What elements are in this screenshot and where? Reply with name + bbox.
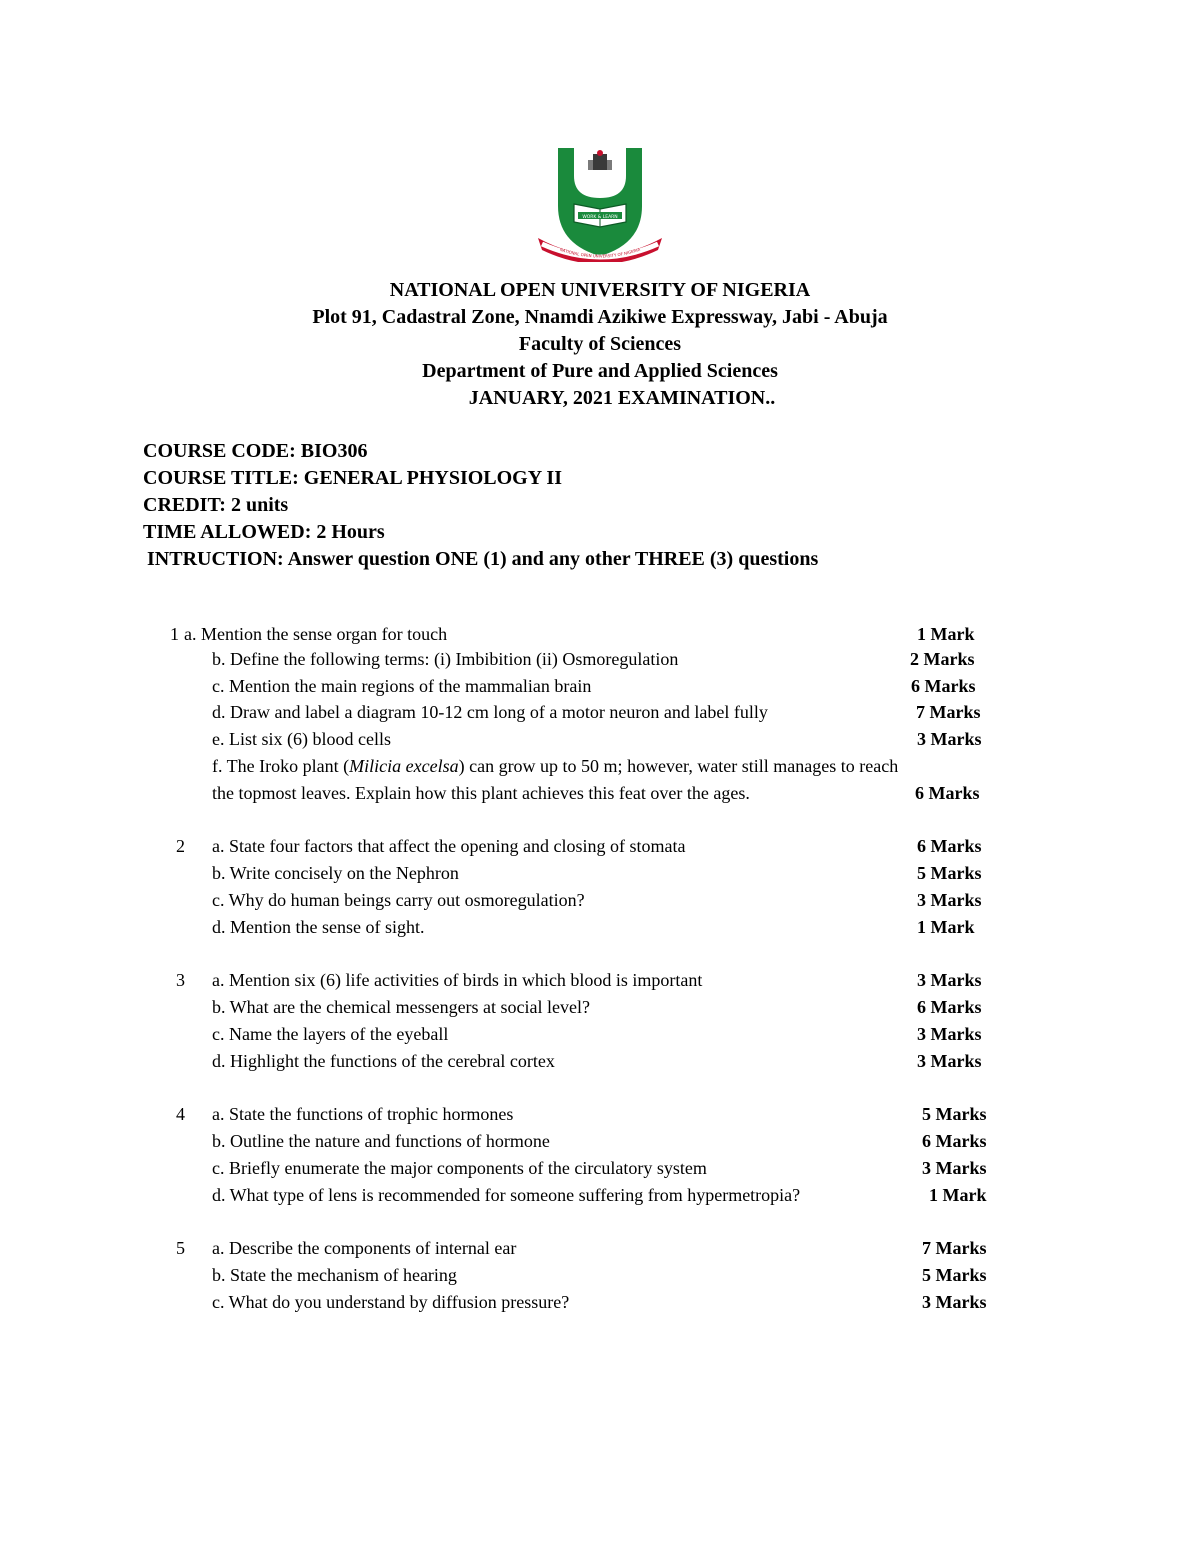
question-5c: c. What do you understand by diffusion pressure?: [212, 1292, 570, 1312]
marks-4a: 5 Marks: [922, 1104, 987, 1124]
marks-5a: 7 Marks: [922, 1238, 987, 1258]
marks-4d: 1 Mark: [929, 1185, 987, 1205]
marks-4c: 3 Marks: [922, 1158, 987, 1178]
marks-1e: 3 Marks: [917, 729, 982, 749]
question-4b: b. Outline the nature and functions of hormone: [212, 1131, 550, 1151]
question-1f: f. The Iroko plant (Milicia excelsa) can grow up to 50 m; however, water still manages to reach: [212, 756, 899, 776]
time-allowed: TIME ALLOWED: 2 Hours: [143, 521, 385, 543]
faculty-name: Faculty of Sciences: [518, 333, 682, 355]
marks-2d: 1 Mark: [917, 917, 975, 937]
crest-banner-text: NATIONAL OPEN UNIVERSITY OF NIGERIA: [559, 246, 641, 259]
course-code: COURSE CODE: BIO306: [143, 440, 368, 462]
marks-3a: 3 Marks: [917, 970, 982, 990]
marks-1b: 2 Marks: [910, 649, 975, 669]
question-2d: d. Mention the sense of sight.: [212, 917, 425, 937]
question-2a: a. State four factors that affect the opening and closing of stomata: [212, 836, 686, 856]
question-3b: b. What are the chemical messengers at social level?: [212, 997, 590, 1017]
question-4a: a. State the functions of trophic hormones: [212, 1104, 514, 1124]
marks-1d: 7 Marks: [916, 702, 981, 722]
question-3d: d. Highlight the functions of the cerebral cortex: [212, 1051, 555, 1071]
course-title: COURSE TITLE: GENERAL PHYSIOLOGY II: [143, 467, 562, 489]
marks-2b: 5 Marks: [917, 863, 982, 883]
question-2c: c. Why do human beings carry out osmoregulation?: [212, 890, 585, 910]
crest-book-text: WORK & LEARN: [582, 215, 618, 220]
question-1c: c. Mention the main regions of the mammalian brain: [212, 676, 592, 696]
instruction: INTRUCTION: Answer question ONE (1) and any other THREE (3) questions: [147, 548, 819, 570]
question-5b: b. State the mechanism of hearing: [212, 1265, 457, 1285]
marks-5c: 3 Marks: [922, 1292, 987, 1312]
course-credit: CREDIT: 2 units: [143, 494, 289, 516]
marks-1f: 6 Marks: [915, 783, 980, 803]
question-1d: d. Draw and label a diagram 10-12 cm long of a motor neuron and label fully: [212, 702, 768, 722]
department-name: Department of Pure and Applied Sciences: [422, 360, 778, 382]
question-number: 2: [176, 836, 185, 856]
question-number: 5: [176, 1238, 185, 1258]
marks-3d: 3 Marks: [917, 1051, 982, 1071]
marks-5b: 5 Marks: [922, 1265, 987, 1285]
question-5a: a. Describe the components of internal ear: [212, 1238, 517, 1258]
question-1a: a. Mention the sense organ for touch: [184, 624, 448, 644]
question-1b: b. Define the following terms: (i) Imbibition (ii) Osmoregulation: [212, 649, 679, 669]
question-3a: a. Mention six (6) life activities of birds in which blood is important: [212, 970, 703, 990]
university-crest-logo: [530, 146, 670, 262]
question-1f-line2: the topmost leaves. Explain how this plant achieves this feat over the ages.: [212, 783, 750, 803]
marks-1a: 1 Mark: [917, 624, 975, 644]
question-1e: e. List six (6) blood cells: [212, 729, 391, 749]
university-address: Plot 91, Cadastral Zone, Nnamdi Azikiwe Expressway, Jabi - Abuja: [312, 306, 888, 328]
marks-2c: 3 Marks: [917, 890, 982, 910]
marks-2a: 6 Marks: [917, 836, 982, 856]
question-3c: c. Name the layers of the eyeball: [212, 1024, 449, 1044]
exam-session: JANUARY, 2021 EXAMINATION..: [468, 387, 776, 409]
university-name: NATIONAL OPEN UNIVERSITY OF NIGERIA: [389, 279, 811, 301]
marks-1c: 6 Marks: [911, 676, 976, 696]
question-number: 4: [176, 1104, 185, 1124]
question-number: 3: [176, 970, 185, 990]
question-4c: c. Briefly enumerate the major components of the circulatory system: [212, 1158, 707, 1178]
question-2b: b. Write concisely on the Nephron: [212, 863, 459, 883]
marks-3b: 6 Marks: [917, 997, 982, 1017]
question-4d: d. What type of lens is recommended for someone suffering from hypermetropia?: [212, 1185, 801, 1205]
marks-3c: 3 Marks: [917, 1024, 982, 1044]
question-number: 1: [170, 624, 179, 644]
marks-4b: 6 Marks: [922, 1131, 987, 1151]
